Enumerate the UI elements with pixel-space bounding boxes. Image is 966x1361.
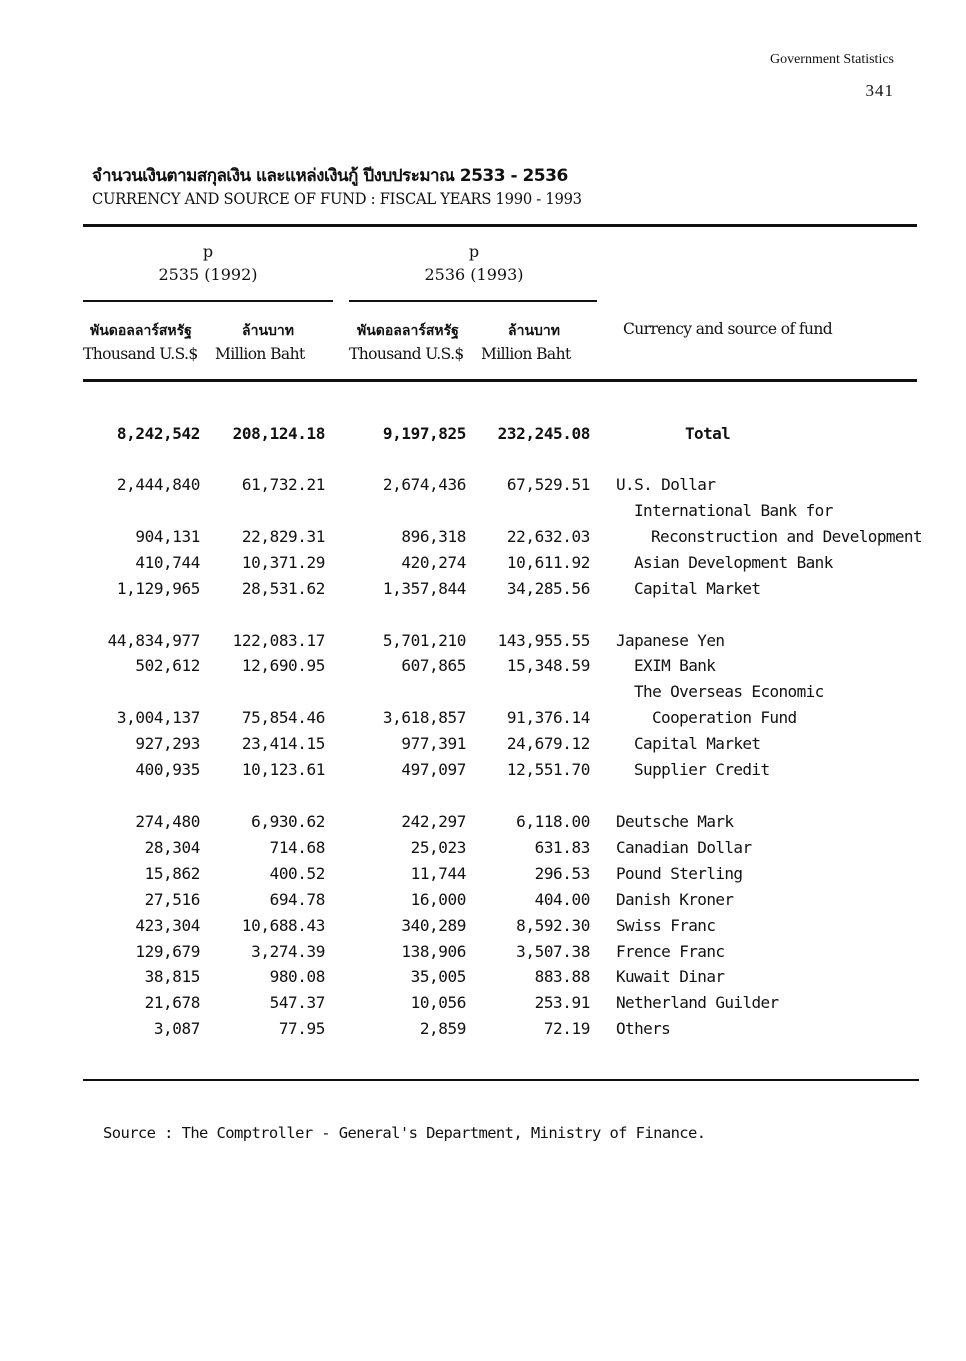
cell-1993-baht: 296.53 xyxy=(534,864,590,883)
cell-1992-usd: 423,304 xyxy=(135,916,200,935)
cell-1993-usd: 16,000 xyxy=(410,890,466,909)
cell-1992-usd: 8,242,542 xyxy=(116,424,200,443)
year-group-2536-rule xyxy=(349,300,597,302)
cell-1992-usd: 27,516 xyxy=(144,890,200,909)
cell-1992-baht: 400.52 xyxy=(269,864,325,883)
cell-1992-baht: 694.78 xyxy=(269,890,325,909)
table-title-english: CURRENCY AND SOURCE OF FUND : FISCAL YEARS 1990 - 1993 xyxy=(92,189,582,208)
cell-1992-usd: 15,862 xyxy=(144,864,200,883)
cell-1992-baht: 12,690.95 xyxy=(241,656,325,675)
cell-1992-baht: 10,688.43 xyxy=(241,916,325,935)
cell-1993-baht: 404.00 xyxy=(534,890,590,909)
year-group-2535-label: 2535 (1992) xyxy=(158,265,258,284)
cell-1993-usd: 10,056 xyxy=(410,993,466,1012)
unit-header-2: Million Baht xyxy=(215,345,305,363)
cell-1992-baht: 23,414.15 xyxy=(241,734,325,753)
unit-header-thai-1: พันดอลลาร์สหรัฐ xyxy=(90,323,192,339)
cell-1993-baht: 232,245.08 xyxy=(497,424,590,443)
year-group-2535-rule xyxy=(83,300,333,302)
cell-1992-usd: 129,679 xyxy=(135,942,200,961)
unit-header-1: Thousand U.S.$ xyxy=(83,345,198,363)
cell-1993-baht: 15,348.59 xyxy=(506,656,590,675)
cell-1992-usd: 3,087 xyxy=(153,1019,200,1038)
cell-1993-usd: 2,859 xyxy=(419,1019,466,1038)
cell-1993-usd: 2,674,436 xyxy=(382,475,466,494)
row-label: Asian Development Bank xyxy=(634,553,833,572)
row-label: Swiss Franc xyxy=(616,916,716,935)
cell-1993-usd: 138,906 xyxy=(401,942,466,961)
cell-1993-usd: 1,357,844 xyxy=(382,579,466,598)
cell-1992-usd: 274,480 xyxy=(135,812,200,831)
cell-1993-baht: 72.19 xyxy=(543,1019,590,1038)
cell-1993-usd: 340,289 xyxy=(401,916,466,935)
row-label: Capital Market xyxy=(634,734,761,753)
row-label-continued: Cooperation Fund xyxy=(652,708,797,727)
cell-1993-baht: 143,955.55 xyxy=(497,631,590,650)
row-label: Supplier Credit xyxy=(634,760,770,779)
cell-1992-usd: 2,444,840 xyxy=(116,475,200,494)
cell-1992-baht: 61,732.21 xyxy=(241,475,325,494)
cell-1992-baht: 10,371.29 xyxy=(241,553,325,572)
cell-1992-baht: 3,274.39 xyxy=(251,942,325,961)
cell-1992-usd: 1,129,965 xyxy=(116,579,200,598)
cell-1993-usd: 977,391 xyxy=(401,734,466,753)
cell-1992-usd: 21,678 xyxy=(144,993,200,1012)
cell-1992-usd: 38,815 xyxy=(144,967,200,986)
cell-1993-baht: 253.91 xyxy=(534,993,590,1012)
cell-1993-baht: 8,592.30 xyxy=(516,916,590,935)
year-group-2536-mark: p xyxy=(468,242,480,261)
cell-1993-usd: 497,097 xyxy=(401,760,466,779)
cell-1993-usd: 9,197,825 xyxy=(382,424,466,443)
year-group-2535-mark: p xyxy=(202,242,214,261)
row-label: Danish Kroner xyxy=(616,890,734,909)
cell-1992-usd: 904,131 xyxy=(135,527,200,546)
cell-1993-baht: 883.88 xyxy=(534,967,590,986)
row-label: Netherland Guilder xyxy=(616,993,779,1012)
cell-1992-baht: 208,124.18 xyxy=(232,424,325,443)
row-label: Total xyxy=(685,424,731,443)
cell-1992-baht: 980.08 xyxy=(269,967,325,986)
row-label: Kuwait Dinar xyxy=(616,967,725,986)
cell-1993-baht: 34,285.56 xyxy=(506,579,590,598)
top-rule xyxy=(83,224,917,227)
header-bottom-rule xyxy=(83,379,917,382)
row-label: International Bank for xyxy=(634,501,833,520)
cell-1992-usd: 410,744 xyxy=(135,553,200,572)
unit-header-thai-3: พันดอลลาร์สหรัฐ xyxy=(357,323,459,339)
cell-1992-baht: 10,123.61 xyxy=(241,760,325,779)
cell-1993-baht: 3,507.38 xyxy=(516,942,590,961)
row-label: EXIM Bank xyxy=(634,656,716,675)
cell-1992-usd: 400,935 xyxy=(135,760,200,779)
cell-1992-usd: 3,004,137 xyxy=(116,708,200,727)
cell-1992-usd: 502,612 xyxy=(135,656,200,675)
cell-1992-baht: 547.37 xyxy=(269,993,325,1012)
cell-1993-baht: 22,632.03 xyxy=(506,527,590,546)
unit-header-thai-2: ล้านบาท xyxy=(242,323,294,339)
year-group-2536-label: 2536 (1993) xyxy=(424,265,524,284)
cell-1992-baht: 77.95 xyxy=(278,1019,325,1038)
row-label: U.S. Dollar xyxy=(616,475,716,494)
cell-1993-usd: 420,274 xyxy=(401,553,466,572)
cell-1993-baht: 631.83 xyxy=(534,838,590,857)
page-number: 341 xyxy=(865,81,894,100)
cell-1992-baht: 22,829.31 xyxy=(241,527,325,546)
running-header: Government Statistics xyxy=(769,52,894,67)
cell-1993-baht: 24,679.12 xyxy=(506,734,590,753)
cell-1993-baht: 10,611.92 xyxy=(506,553,590,572)
cell-1992-baht: 28,531.62 xyxy=(241,579,325,598)
cell-1993-baht: 12,551.70 xyxy=(506,760,590,779)
cell-1993-usd: 242,297 xyxy=(401,812,466,831)
row-label: Capital Market xyxy=(634,579,761,598)
label-column-header: Currency and source of fund xyxy=(623,320,833,338)
cell-1993-baht: 91,376.14 xyxy=(506,708,590,727)
row-label: Canadian Dollar xyxy=(616,838,752,857)
row-label: Others xyxy=(616,1019,671,1038)
cell-1992-baht: 714.68 xyxy=(269,838,325,857)
cell-1993-baht: 6,118.00 xyxy=(516,812,590,831)
row-label: The Overseas Economic xyxy=(634,682,824,701)
cell-1993-baht: 67,529.51 xyxy=(506,475,590,494)
cell-1992-usd: 44,834,977 xyxy=(107,631,200,650)
table-bottom-rule xyxy=(83,1079,919,1081)
cell-1993-usd: 3,618,857 xyxy=(382,708,466,727)
cell-1993-usd: 35,005 xyxy=(410,967,466,986)
cell-1992-baht: 122,083.17 xyxy=(232,631,325,650)
row-label: Frence Franc xyxy=(616,942,725,961)
unit-header-4: Million Baht xyxy=(481,345,571,363)
unit-header-3: Thousand U.S.$ xyxy=(349,345,464,363)
row-label: Deutsche Mark xyxy=(616,812,734,831)
row-label: Pound Sterling xyxy=(616,864,743,883)
cell-1992-usd: 28,304 xyxy=(144,838,200,857)
unit-header-thai-4: ล้านบาท xyxy=(508,323,560,339)
cell-1993-usd: 11,744 xyxy=(410,864,466,883)
cell-1993-usd: 607,865 xyxy=(401,656,466,675)
cell-1992-baht: 75,854.46 xyxy=(241,708,325,727)
row-label: Japanese Yen xyxy=(616,631,725,650)
cell-1992-usd: 927,293 xyxy=(135,734,200,753)
cell-1993-usd: 5,701,210 xyxy=(382,631,466,650)
cell-1993-usd: 896,318 xyxy=(401,527,466,546)
cell-1993-usd: 25,023 xyxy=(410,838,466,857)
source-note: Source : The Comptroller - General's Department, Ministry of Finance. xyxy=(103,1124,706,1142)
row-label-continued: Reconstruction and Development xyxy=(651,527,922,546)
table-title-thai: จำนวนเงินตามสกุลเงิน และแหล่งเงินกู้ ปีงบประมาณ 2533 - 2536 xyxy=(92,166,568,186)
cell-1992-baht: 6,930.62 xyxy=(251,812,325,831)
